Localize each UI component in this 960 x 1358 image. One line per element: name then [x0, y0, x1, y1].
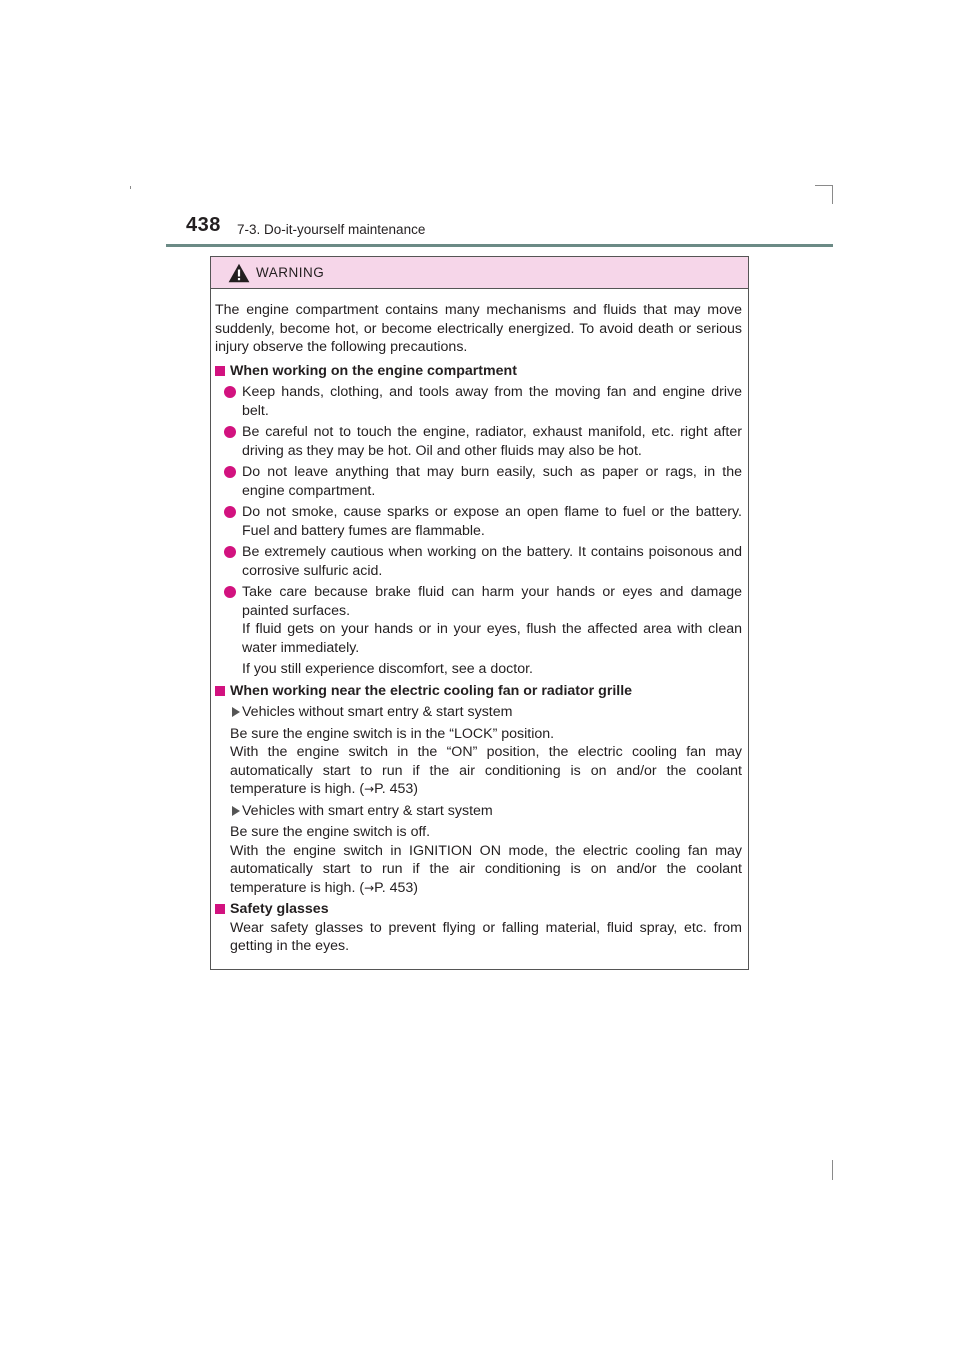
square-bullet-icon — [215, 904, 225, 914]
section-heading-engine-compartment — [215, 362, 742, 381]
list-item-text: Do not leave anything that may burn easily, such as paper or rags, in the engine compartment. — [242, 464, 742, 499]
condition-with-smart-entry — [215, 802, 742, 821]
heading-text: When working near the electric cooling fan or radiator grille — [230, 682, 633, 699]
condition-without-smart-entry — [215, 703, 742, 722]
triangle-bullet-icon — [232, 806, 240, 816]
warning-title: WARNING — [256, 265, 325, 280]
brake-fluid-note: If fluid gets on your hands or in your eyes, flush the affected area with clean water immediately. — [242, 621, 742, 656]
page-number: 438 — [186, 214, 221, 236]
instruction-line: Be sure the engine switch is off. — [230, 824, 431, 840]
list-item — [215, 503, 742, 540]
crop-mark-top-left — [130, 186, 131, 189]
list-item-text: Take care because brake fluid can harm your hands or eyes and damage painted surfaces. — [242, 584, 742, 619]
list-item-text: Be extremely cautious when working on the battery. It contains poisonous and corrosive sulfuric acid. — [242, 544, 742, 579]
list-item — [215, 543, 742, 580]
list-item — [215, 383, 742, 420]
condition-label: Vehicles with smart entry & start system — [242, 802, 493, 819]
list-item-text: Do not smoke, cause sparks or expose an open flame to fuel or the battery. Fuel and battery fumes are flammable. — [242, 504, 742, 539]
circle-bullet-icon — [224, 386, 236, 398]
warning-box — [210, 256, 749, 970]
triangle-bullet-icon — [232, 707, 240, 717]
circle-bullet-icon — [224, 506, 236, 518]
instruction-line: With the engine switch in IGNITION ON mode, the electric cooling fan may automatically start to run if the air conditioning is on and/or the coolant temperature is high. ( — [230, 842, 742, 896]
section-heading-safety-glasses — [215, 900, 742, 919]
circle-bullet-icon — [224, 546, 236, 558]
page-reference: P. 453) — [374, 781, 419, 797]
heading-text: Safety glasses — [230, 901, 329, 917]
header-rule — [166, 244, 833, 247]
circle-bullet-icon — [224, 426, 236, 438]
brake-fluid-note: If you still experience discomfort, see a doctor. — [242, 661, 533, 677]
list-item-text: Keep hands, clothing, and tools away from the moving fan and engine drive belt. — [242, 384, 742, 419]
list-item — [215, 423, 742, 460]
warning-triangle-icon — [228, 263, 250, 283]
square-bullet-icon — [215, 686, 225, 696]
crop-mark-top-right-v — [832, 185, 833, 204]
reference-arrow: → — [364, 880, 375, 895]
section-title: 7-3. Do-it-yourself maintenance — [237, 222, 426, 237]
heading-text: When working on the engine compartment — [230, 362, 517, 379]
safety-glasses-text: Wear safety glasses to prevent flying or falling material, fluid spray, etc. from getting in the eyes. — [230, 919, 742, 954]
list-item — [215, 583, 742, 620]
page-reference: P. 453) — [374, 879, 419, 896]
instruction-text — [215, 823, 742, 897]
section-heading-cooling-fan — [215, 682, 742, 701]
warning-header — [211, 257, 748, 289]
circle-bullet-icon — [224, 586, 236, 598]
instruction-line: With the engine switch in the “ON” position, the electric cooling fan may automatically start to run if the air conditioning is on and/or the coolant temperature is high. ( — [230, 744, 742, 797]
condition-label: Vehicles without smart entry & start system — [242, 704, 513, 720]
list-item — [215, 463, 742, 500]
instruction-line: Be sure the engine switch is in the “LOCK” position. — [230, 725, 555, 742]
crop-mark-bottom-right — [832, 1160, 833, 1180]
warning-body — [211, 289, 748, 956]
reference-arrow: → — [364, 782, 375, 796]
crop-mark-top-right-h — [815, 185, 833, 186]
instruction-text — [215, 725, 742, 799]
square-bullet-icon — [215, 366, 225, 376]
list-item-text: Be careful not to touch the engine, radiator, exhaust manifold, etc. right after driving as they may be hot. Oil and other fluids may also be hot. — [242, 424, 742, 459]
warning-intro: The engine compartment contains many mechanisms and fluids that may move suddenly, become hot, or become electrically energized. To avoid death or serious injury observe the following precautions. — [215, 302, 742, 355]
circle-bullet-icon — [224, 466, 236, 478]
